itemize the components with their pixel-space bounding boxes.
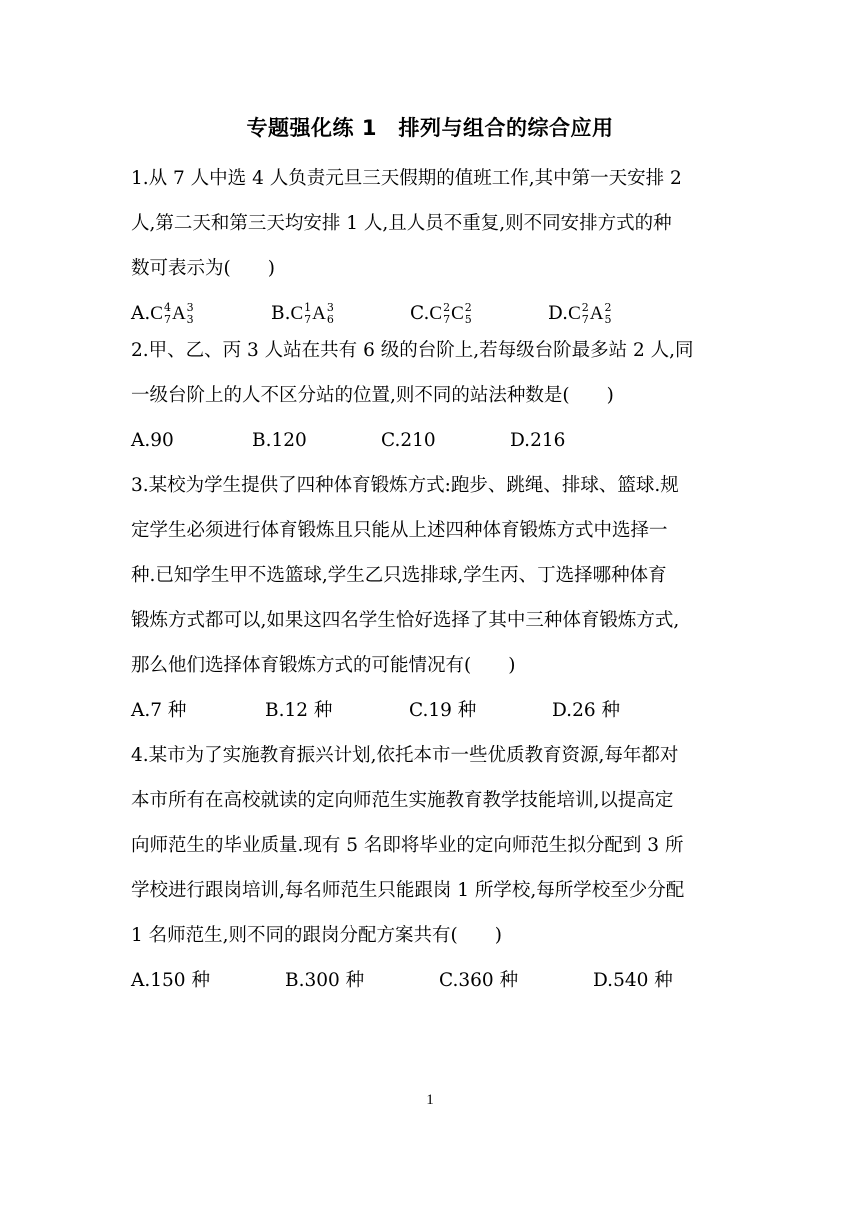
option-c: C. C 2 7 C 2 5 — [410, 300, 472, 326]
question-line: 学校进行跟岗培训,每名师范生只能跟岗 1 所学校,每所学校至少分配 — [131, 880, 685, 901]
question-2 — [131, 328, 731, 463]
options-row — [131, 958, 731, 1003]
option-a: A.7 种 — [131, 700, 187, 721]
question-line: 数可表示为( ) — [131, 258, 275, 279]
question-text — [131, 463, 731, 688]
option-a: A.150 种 — [131, 970, 210, 991]
question-line: 4.某市为了实施教育振兴计划,依托本市一些优质教育资源,每年都对 — [131, 745, 679, 766]
option-d: D. C 2 7 A 2 5 — [548, 300, 612, 326]
question-1 — [131, 156, 731, 336]
option-a: A.90 — [131, 430, 174, 451]
question-line: 2.甲、乙、丙 3 人站在共有 6 级的台阶上,若每级台阶最多站 2 人,同 — [131, 340, 694, 361]
question-line: 种.已知学生甲不选篮球,学生乙只选排球,学生丙、丁选择哪种体育 — [131, 565, 667, 586]
question-line: 本市所有在高校就读的定向师范生实施教育教学技能培训,以提高定 — [131, 790, 674, 811]
question-line: 1.从 7 人中选 4 人负责元旦三天假期的值班工作,其中第一天安排 2 — [131, 168, 682, 189]
option-b: B.300 种 — [285, 970, 365, 991]
question-line: 人,第二天和第三天均安排 1 人,且人员不重复,则不同安排方式的种 — [131, 213, 672, 234]
question-text — [131, 156, 731, 291]
question-text — [131, 328, 731, 418]
option-c: C.360 种 — [439, 970, 519, 991]
option-c: C.210 — [381, 430, 436, 451]
question-line: 锻炼方式都可以,如果这四名学生恰好选择了其中三种体育锻炼方式, — [131, 610, 680, 631]
question-line: 定学生必须进行体育锻炼且只能从上述四种体育锻炼方式中选择一 — [131, 520, 668, 541]
option-d: D.540 种 — [593, 970, 673, 991]
question-3 — [131, 463, 731, 733]
page-title: 专题强化练 1 排列与组合的综合应用 — [246, 116, 614, 140]
question-line: 一级台阶上的人不区分站的位置,则不同的站法种数是( ) — [131, 385, 614, 406]
question-line: 3.某校为学生提供了四种体育锻炼方式:跑步、跳绳、排球、篮球.规 — [131, 475, 679, 496]
options-row — [131, 418, 731, 463]
page-number: 1 — [426, 1092, 434, 1108]
option-c: C.19 种 — [409, 700, 477, 721]
question-line: 1 名师范生,则不同的跟岗分配方案共有( ) — [131, 925, 502, 946]
option-b: B.120 — [252, 430, 307, 451]
option-d: D.216 — [510, 430, 566, 451]
options-row — [131, 688, 731, 733]
option-d: D.26 种 — [552, 700, 620, 721]
option-a: A. C 4 7 A 3 3 — [131, 300, 194, 326]
option-b: B.12 种 — [265, 700, 333, 721]
question-text — [131, 733, 731, 958]
question-4 — [131, 733, 731, 1003]
question-line: 向师范生的毕业质量.现有 5 名即将毕业的定向师范生拟分配到 3 所 — [131, 835, 684, 856]
option-b: B. C 1 7 A 3 6 — [271, 300, 334, 326]
question-line: 那么他们选择体育锻炼方式的可能情况有( ) — [131, 655, 516, 676]
